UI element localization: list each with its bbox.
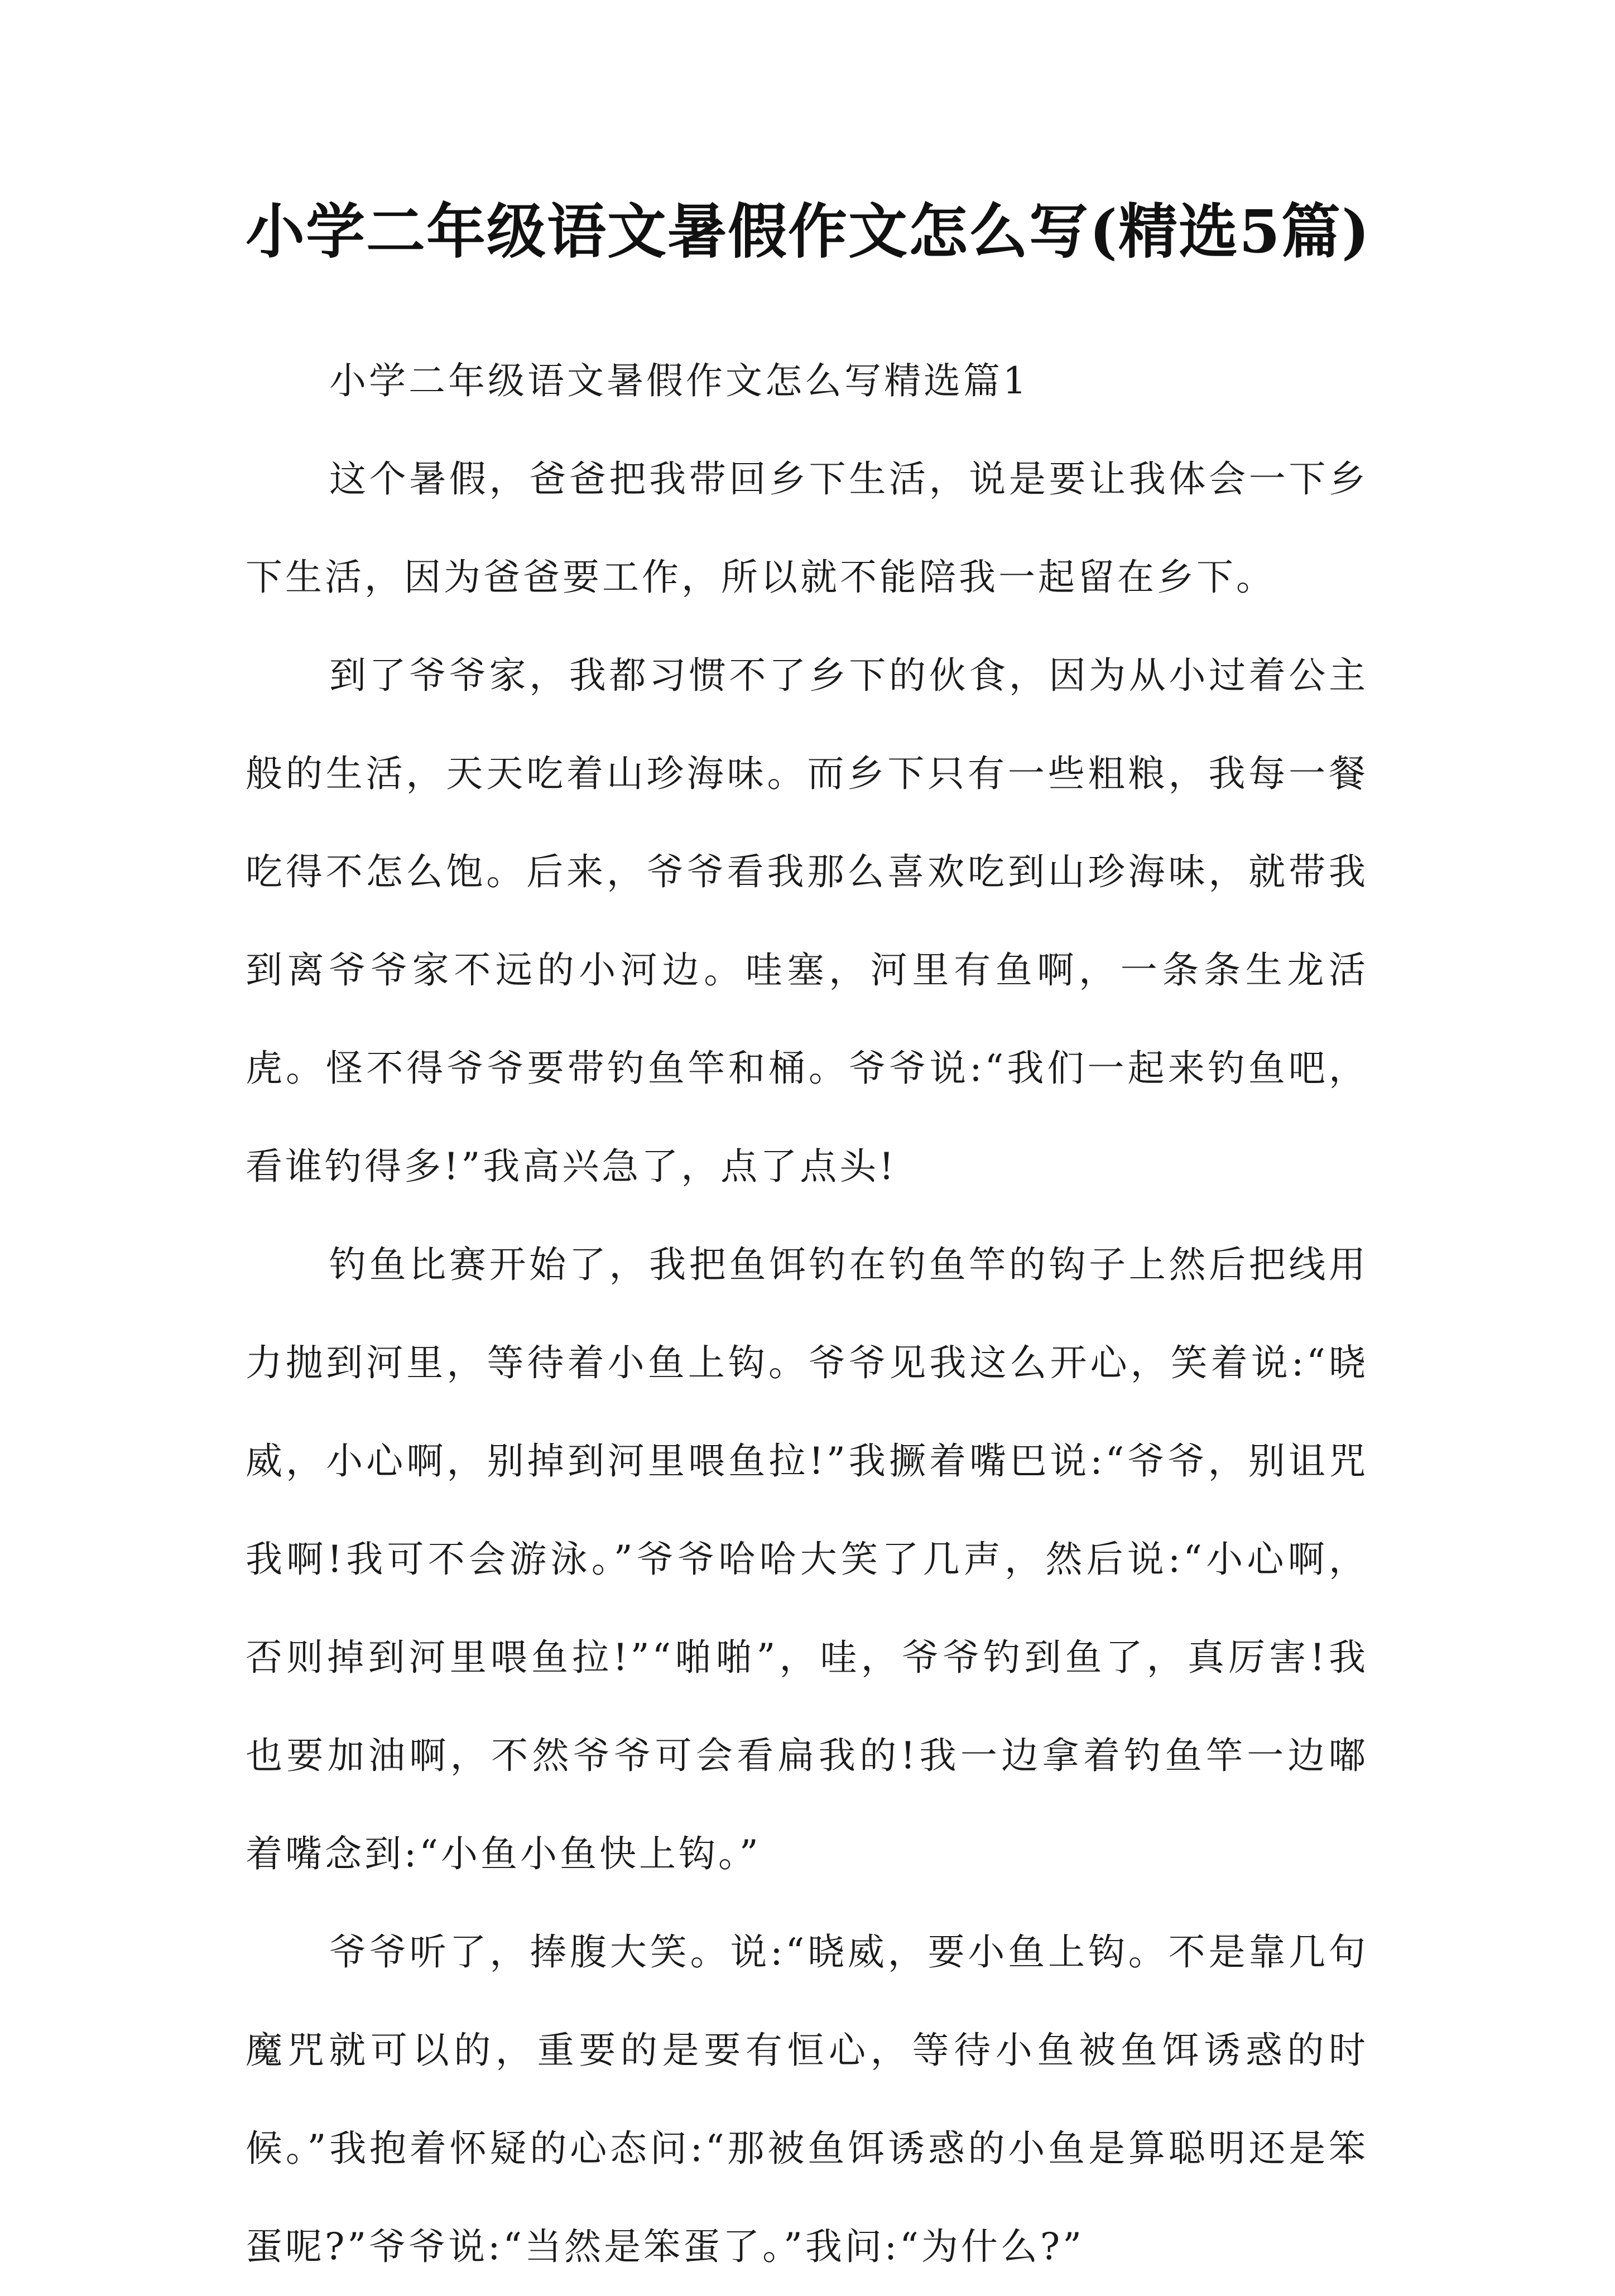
paragraph: 这个暑假，爸爸把我带回乡下生活，说是要让我体会一下乡下生活，因为爸爸要工作，所以就不能陪我一起留在乡下。	[246, 458, 1368, 599]
document-body	[246, 332, 1368, 2296]
paragraph: 爷爷听了，捧腹大笑。说:“晓威，要小鱼上钩。不是靠几句魔咒就可以的，重要的是要有恒心，等待小鱼被鱼饵诱惑的时候。”我抱着怀疑的心态问:“那被鱼饵诱惑的小鱼是算聪明还是笨蛋呢?”爷爷说:“当然是笨蛋了。”我问:“为什么?”	[246, 1931, 1368, 2268]
section-heading: 小学二年级语文暑假作文怎么写精选篇1	[329, 359, 1029, 402]
paragraph: 钓鱼比赛开始了，我把鱼饵钓在钓鱼竿的钩子上然后把线用力抛到河里，等待着小鱼上钩。爷爷见我这么开心，笑着说:“晓威，小心啊，别掉到河里喂鱼拉!”我撅着嘴巴说:“爷爷，别诅咒我啊!我可不会游泳。”爷爷哈哈大笑了几声，然后说:“小心啊，否则掉到河里喂鱼拉!”“啪啪”，哇，爷爷钓到鱼了，真厉害!我也要加油啊，不然爷爷可会看扁我的!我一边拿着钓鱼竿一边嘟着嘴念到:“小鱼小鱼快上钩。”	[246, 1243, 1368, 1875]
document-title: 小学二年级语文暑假作文怎么写(精选5篇)	[246, 196, 1371, 266]
paragraph: 到了爷爷家，我都习惯不了乡下的伙食，因为从小过着公主般的生活，天天吃着山珍海味。而乡下只有一些粗粮，我每一餐吃得不怎么饱。后来，爷爷看我那么喜欢吃到山珍海味，就带我到离爷爷家不远的小河边。哇塞，河里有鱼啊，一条条生龙活虎。怪不得爷爷要带钓鱼竿和桶。爷爷说:“我们一起来钓鱼吧，看谁钓得多!”我高兴急了，点了点头!	[246, 654, 1368, 1188]
